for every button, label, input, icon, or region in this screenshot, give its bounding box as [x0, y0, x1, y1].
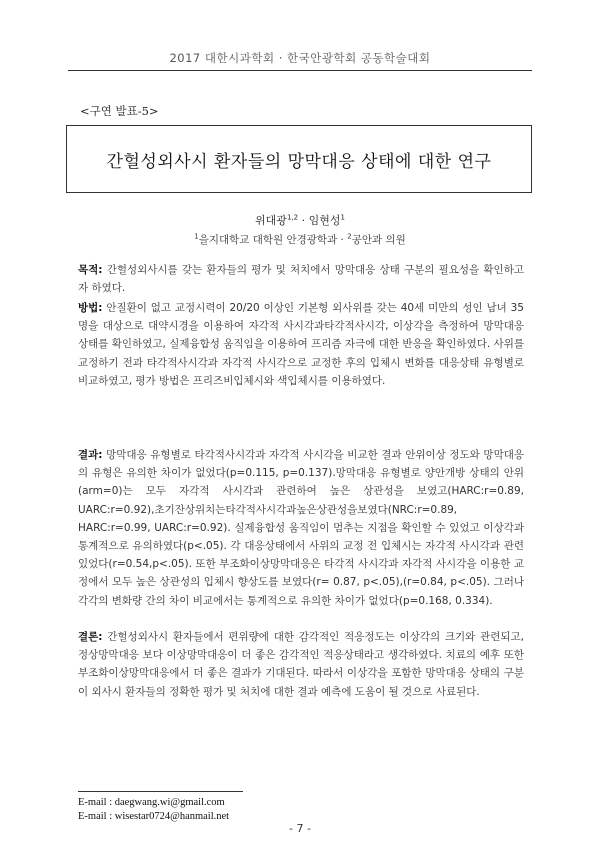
section-text: 간헐성외사시를 갖는 환자들의 평가 및 처치에서 망막대응 상태 구분의 필요성을 확인하고자 하였다.: [78, 264, 524, 295]
section-label: 목적:: [78, 264, 103, 276]
purpose-section: [78, 261, 524, 297]
author-separator: ·: [298, 214, 309, 227]
header-divider: [68, 70, 532, 71]
footnote-divider: [78, 791, 243, 792]
page-number: - 7 -: [289, 822, 311, 835]
author-affiliation-mark: 1,2: [286, 213, 299, 222]
section-text: 간헐성외사시 환자들에서 편위량에 대한 감각적인 적응정도는 이상각의 크기와 관련되고, 정상망막대응 보다 이상망막대응이 더 좋은 감각적인 적응상태라고 생각하였다. 치료의 예후 또한 부조화이상망막대응에서 더 좋은 결과가 기대된다. 따라서 이상각을 포함한 망막대응 상태의 구분이 외사시 환자들의 정확한 평가 및 처치에 대한 결과 예측에 도움이 될 것으로 사료된다.: [78, 631, 524, 698]
email-footnote: E-mail : wisestar0724@hanmail.net: [78, 811, 230, 822]
email-footnote: E-mail : daegwang.wi@gmail.com: [78, 797, 225, 808]
affiliation-mark: 2: [347, 232, 352, 241]
session-label: <구연 발표-5>: [80, 104, 159, 118]
authors-line: [0, 212, 600, 228]
author-name: 임현성: [308, 214, 341, 227]
results-section: [78, 446, 524, 610]
section-text: 안질환이 없고 교정시력이 20/20 이상인 기본형 외사위를 갖는 40세 미만의 성인 남녀 35명을 대상으로 대약시경을 이용하여 자각적 사시각과타각적사시각, 이상각을 측정하여 망막대응 상태를 확인하였고, 실제융합성 움직임을 이용하여 프리즘 자극에 대한 반응을 확인하였다. 사위를 교정하기 전과 타각적사시각과 자각적 사시각으로 교정한 후의 입체시 변화를 대응상태 유형별로 비교하였고, 평가 방법은 프리즈비입체시와 색입체시를 이용하였다.: [78, 302, 524, 387]
section-text: 망막대응 유형별로 타각적사시각과 자각적 사시각을 비교한 결과 안위이상 정도와 망막대응의 유형은 유의한 차이가 없었다(p=0.115, p=0.137).망막대응 유형별로 양안개방 상태의 안위(arm=0)는 모두 자각적 사시각과 관련하여 높은 상관성을 보였고(HARC:r=0.89, UARC:r=0.92),초기잔상위치는타각적사시각과높은상관성을보였다(NRC:r=0.89, HARC:r=0.99, UARC:r=0.92). 실제융합성 움직임이 멈추는 지점을 확인할 수 있었고 이상각과 통계적으로 유의하였다(p<.05). 각 대응상태에서 사위의 교정 전 입체시는 자각적 사시각과 관련 있었다(r=0.54,p<.05). 또한 부조화이상망막대응은 타각적 사시각과 자각적 사시각을 이용한 교정에서 모두 높은 상관성의 입체시 향상도를 보였다(r= 0.87, p<.05),(r=0.84, p<.05). 그러나 각각의 변화량 간의 차이 비교에서는 통계적으로 유의한 차이가 없었다(p=0.168, 0.334).: [78, 449, 524, 607]
author-affiliation-mark: 1: [340, 213, 345, 222]
paper-title: 간헐성외사시 환자들의 망막대응 상태에 대한 연구: [106, 151, 492, 172]
section-label: 결론:: [78, 631, 103, 643]
conference-header: 2017 대한시과학회 · 한국안광학회 공동학술대회: [169, 51, 431, 65]
affiliation-institution: 공안과 의원: [351, 234, 406, 246]
affiliation-mark: 1: [194, 232, 199, 241]
section-label: 결과:: [78, 449, 103, 461]
section-label: 방법:: [78, 302, 103, 314]
affiliation-institution: 을지대학교 대학원 안경광학과 ·: [198, 234, 348, 246]
methods-section: [78, 299, 524, 390]
affiliation-line: [0, 232, 600, 247]
conclusion-section: [78, 628, 524, 701]
title-box: [66, 125, 532, 193]
author-name: 위대광: [255, 214, 287, 227]
